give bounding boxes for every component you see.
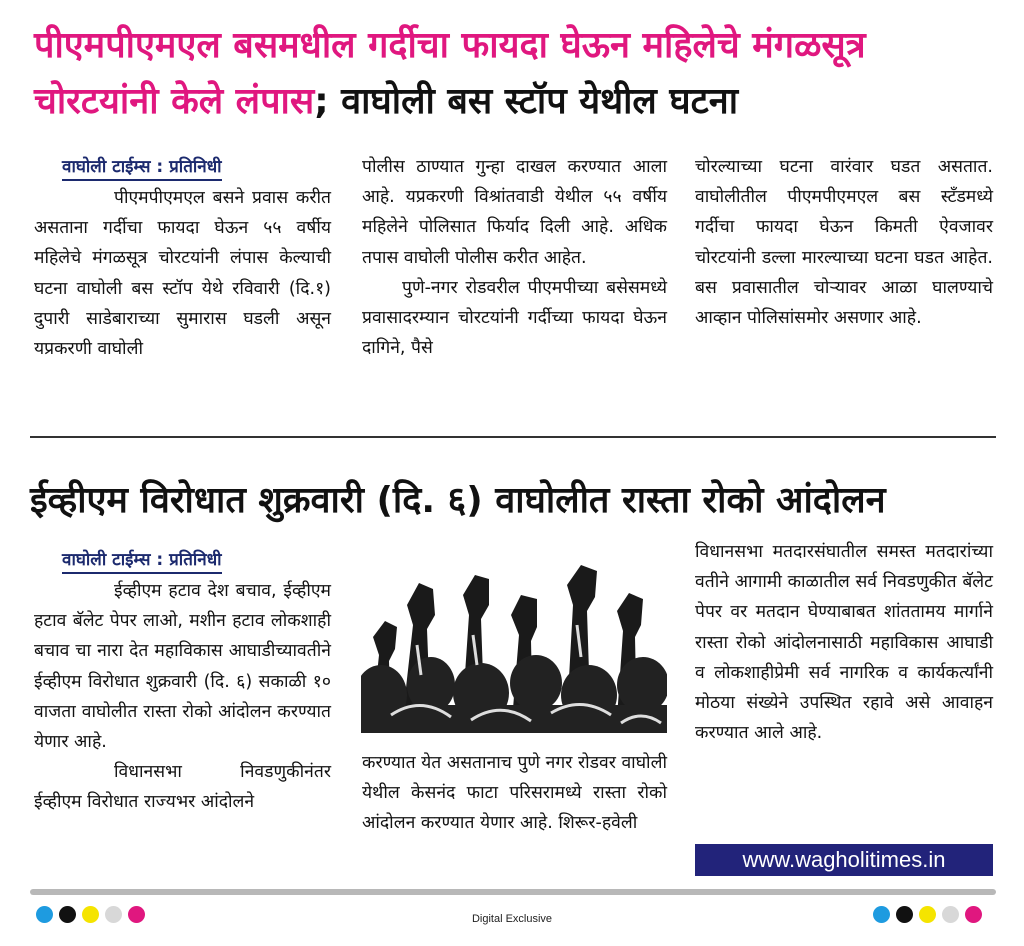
article2-headline: ईव्हीएम विरोधात शुक्रवारी (दि. ६) वाघोलीत रास्ता रोको आंदोलन	[30, 480, 886, 521]
article1-headline	[34, 18, 994, 130]
gray-dot-icon	[942, 906, 959, 923]
article1-headline-main: पीएमपीएमएल बसमधील गर्दीचा फायदा घेऊन महिलेचे मंगळसूत्र चोरटयांनी केले लंपास	[34, 25, 866, 122]
article2-col3-text: विधानसभा मतदारसंघातील समस्त मतदारांच्या वतीने आगामी काळातील सर्व निवडणुकीत बॅलेट पेपर वर मतदान घेण्याबाबत शांततामय मार्गाने रास्ता रोको आंदोलनासाठी महाविकास आघाडी व लोकशाहीप्रेमी सर्व नागरिक व कार्यकर्त्यांनी मोठया संख्येने उपस्थित रहावे असे आवाहन करण्यात आले आहे.	[695, 542, 993, 744]
article1-column-2	[362, 152, 667, 363]
black-dot-icon	[896, 906, 913, 923]
digital-exclusive-label: Digital Exclusive	[471, 913, 553, 925]
article1-headline-sep: ;	[314, 81, 329, 122]
bottom-bar	[30, 889, 996, 895]
article2-column-3	[695, 537, 993, 748]
magenta-dot-icon	[965, 906, 982, 923]
article1-col2-text-2: पुणे-नगर रोडवरील पीएमपीच्या बसेसमध्ये प्रवासादरम्यान चोरटयांनी गर्दीच्या फायदा घेऊन दागिने, पैसे	[362, 277, 667, 359]
registration-dots-right	[873, 906, 982, 923]
article1-column-1	[34, 152, 331, 364]
cyan-dot-icon	[873, 906, 890, 923]
article1-col2-text: पोलीस ठाण्यात गुन्हा दाखल करण्यात आला आहे. यप्रकरणी विश्रांतवाडी येथील ५५ वर्षीय महिलेने पोलिसात फिर्याद दिली आहे. अधिक तपास वाघोली पोलीस करीत आहेत.	[362, 157, 667, 268]
yellow-dot-icon	[919, 906, 936, 923]
article1-column-3	[695, 152, 993, 333]
article1-col3-text: चोरल्याच्या घटना वारंवार घडत असतात. वाघोलीतील पीएमपीएमएल बस स्टँडमध्ये गर्दीचा फायदा घेऊन किमती ऐवजावर चोरटयांनी डल्ला मारल्याच्या घटना घडत आहेत. बस प्रवासातील चोऱ्यावर आळा घालण्याचे आव्हान पोलिसांसमोर असणार आहे.	[695, 157, 993, 329]
website-url-box[interactable]: www.wagholitimes.in	[695, 844, 993, 876]
article1-byline: वाघोली टाईम्स : प्रतिनिधी	[62, 155, 222, 181]
article2-column-1	[34, 545, 331, 818]
article2-col2-text: करण्यात येत असतानाच पुणे नगर रोडवर वाघोली येथील केसनंद फाटा परिसरामध्ये रास्ता रोको आंदोलन करण्यात येणार आहे. शिरूर-हवेली	[362, 753, 667, 834]
article2-col1-text: ईव्हीएम हटाव देश बचाव, ईव्हीएम हटाव बॅलेट पेपर लाओ, मशीन हटाव लोकशाही बचाव चा नारा देत महाविकास आघाडीच्यावतीने ईव्हीएम विरोधात शुक्रवारी (दि. ६) सकाळी १० वाजता वाघोलीत रास्ता रोको आंदोलन करण्यात येणार आहे.	[34, 581, 331, 753]
section-divider	[30, 436, 996, 438]
article2-column-2	[362, 748, 667, 839]
protest-crowd-image	[361, 545, 667, 733]
article2-col1-text-2: विधानसभा निवडणुकीनंतर ईव्हीएम विरोधात राज्यभर आंदोलने	[34, 762, 331, 813]
article2-byline: वाघोली टाईम्स : प्रतिनिधी	[62, 548, 222, 574]
article1-headline-sub: वाघोली बस स्टॉप येथील घटना	[328, 81, 739, 122]
protest-illustration	[361, 545, 667, 733]
article1-col1-text: पीएमपीएमएल बसने प्रवास करीत असताना गर्दीचा फायदा घेऊन ५५ वर्षीय महिलेचे मंगळसूत्र चोरटयांनी लंपास केल्याची घटना वाघोली बस स्टॉप येथे रविवारी (दि.१) दुपारी साडेबाराच्या सुमारास घडली असून यप्रकरणी वाघोली	[34, 188, 331, 360]
